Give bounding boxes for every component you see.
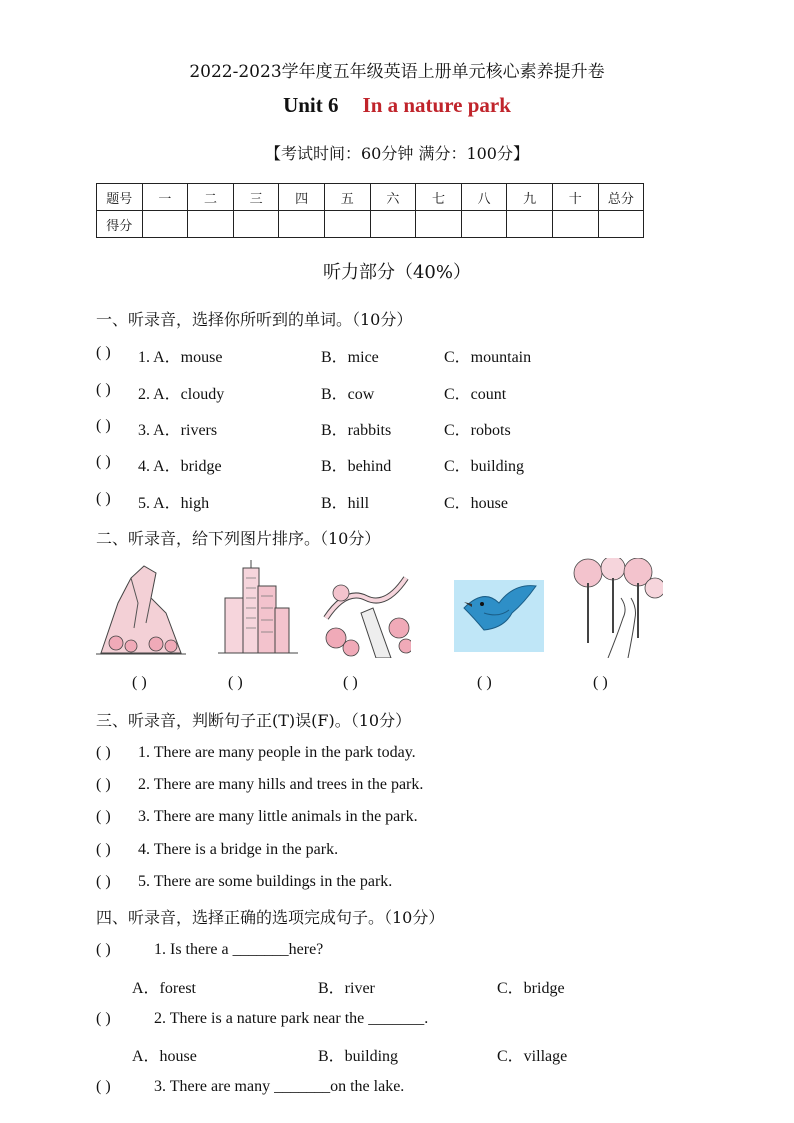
score-cell: 一 <box>142 184 188 211</box>
score-cell: 八 <box>461 184 507 211</box>
answer-blank[interactable]: ( ) <box>96 1078 111 1095</box>
score-table <box>96 183 644 238</box>
answer-blank[interactable]: ( ) <box>96 490 111 507</box>
section3-heading: 三、听录音，判断句子正(T)误(F)。（10分） <box>96 711 412 730</box>
answer-blank[interactable]: ( ) <box>96 453 111 470</box>
great-wall-picture <box>321 558 411 658</box>
option-a: A．forest <box>132 980 196 997</box>
listening-part-title: 听力部分（40%） <box>322 262 471 283</box>
answer-blank[interactable]: ( ) <box>96 941 111 958</box>
score-cell: 九 <box>507 184 553 211</box>
order-blank[interactable]: ( ) <box>343 674 358 691</box>
option-a: 2. A．cloudy <box>138 386 225 403</box>
score-input-cell[interactable] <box>142 211 188 238</box>
option-b: B．hill <box>321 495 370 512</box>
score-cell: 七 <box>416 184 462 211</box>
score-cell: 五 <box>324 184 370 211</box>
score-cell: 十 <box>552 184 598 211</box>
option-a: 1. A．mouse <box>138 349 223 366</box>
city-buildings-picture <box>213 558 303 658</box>
question: 1. Is there a _______here? <box>154 941 324 958</box>
option-b: B．rabbits <box>321 422 392 439</box>
unit-title: In a nature park <box>362 93 511 117</box>
score-cell: 三 <box>233 184 279 211</box>
option-a: 5. A．high <box>138 495 210 512</box>
option-a: A．house <box>132 1048 197 1065</box>
question: 2. There is a nature park near the _______. <box>154 1010 429 1027</box>
option-b: B．river <box>318 980 375 997</box>
score-input-cell[interactable] <box>370 211 416 238</box>
option-c: C．robots <box>444 422 511 439</box>
score-input-cell[interactable] <box>552 211 598 238</box>
section4-heading: 四、听录音，选择正确的选项完成句子。（10分） <box>96 908 445 927</box>
sentence: 3. There are many little animals in the park. <box>138 808 418 825</box>
unit-label: Unit 6 <box>283 93 339 117</box>
score-input-cell[interactable] <box>598 211 644 238</box>
score-cell: 二 <box>188 184 234 211</box>
score-input-cell[interactable] <box>416 211 462 238</box>
option-a: 3. A．rivers <box>138 422 218 439</box>
option-b: B．cow <box>321 386 375 403</box>
option-c: C．mountain <box>444 349 532 366</box>
order-blank[interactable]: ( ) <box>132 674 147 691</box>
mountain-picture <box>96 558 186 658</box>
option-a: 4. A．bridge <box>138 458 222 475</box>
exam-info: 【考试时间：60分钟 满分：100分】 <box>265 144 529 163</box>
answer-blank[interactable]: ( ) <box>96 1010 111 1027</box>
blue-bird-picture <box>454 558 544 658</box>
score-table-score-row <box>97 211 644 238</box>
page-title <box>0 92 794 118</box>
score-input-cell[interactable] <box>324 211 370 238</box>
score-input-cell[interactable] <box>507 211 553 238</box>
exam-header: 2022-2023学年度五年级英语上册单元核心素养提升卷 <box>189 62 605 82</box>
option-c: C．bridge <box>497 980 565 997</box>
option-c: C．house <box>444 495 509 512</box>
answer-blank[interactable]: ( ) <box>96 776 111 793</box>
option-b: B．building <box>318 1048 399 1065</box>
forest-path-picture <box>573 558 663 658</box>
score-cell: 题号 <box>97 184 143 211</box>
score-cell: 四 <box>279 184 325 211</box>
score-cell: 总分 <box>598 184 644 211</box>
order-blank[interactable]: ( ) <box>228 674 243 691</box>
score-input-cell[interactable] <box>233 211 279 238</box>
score-input-cell[interactable] <box>188 211 234 238</box>
option-b: B．mice <box>321 349 379 366</box>
sentence: 5. There are some buildings in the park. <box>138 873 393 890</box>
answer-blank[interactable]: ( ) <box>96 417 111 434</box>
option-c: C．building <box>444 458 525 475</box>
question: 3. There are many _______on the lake. <box>154 1078 405 1095</box>
answer-blank[interactable]: ( ) <box>96 744 111 761</box>
order-blank[interactable]: ( ) <box>477 674 492 691</box>
score-table-header-row <box>97 184 644 211</box>
score-input-cell[interactable] <box>461 211 507 238</box>
answer-blank[interactable]: ( ) <box>96 841 111 858</box>
sentence: 4. There is a bridge in the park. <box>138 841 339 858</box>
section2-heading: 二、听录音，给下列图片排序。（10分） <box>96 529 381 548</box>
score-cell: 六 <box>370 184 416 211</box>
answer-blank[interactable]: ( ) <box>96 344 111 361</box>
option-b: B．behind <box>321 458 392 475</box>
option-c: C．count <box>444 386 507 403</box>
score-input-cell[interactable] <box>279 211 325 238</box>
answer-blank[interactable]: ( ) <box>96 381 111 398</box>
order-blank[interactable]: ( ) <box>593 674 608 691</box>
sentence: 1. There are many people in the park today. <box>138 744 416 761</box>
sentence: 2. There are many hills and trees in the park. <box>138 776 424 793</box>
option-c: C．village <box>497 1048 568 1065</box>
section1-heading: 一、听录音，选择你所听到的单词。（10分） <box>96 310 413 329</box>
answer-blank[interactable]: ( ) <box>96 808 111 825</box>
answer-blank[interactable]: ( ) <box>96 873 111 890</box>
score-cell: 得分 <box>97 211 143 238</box>
